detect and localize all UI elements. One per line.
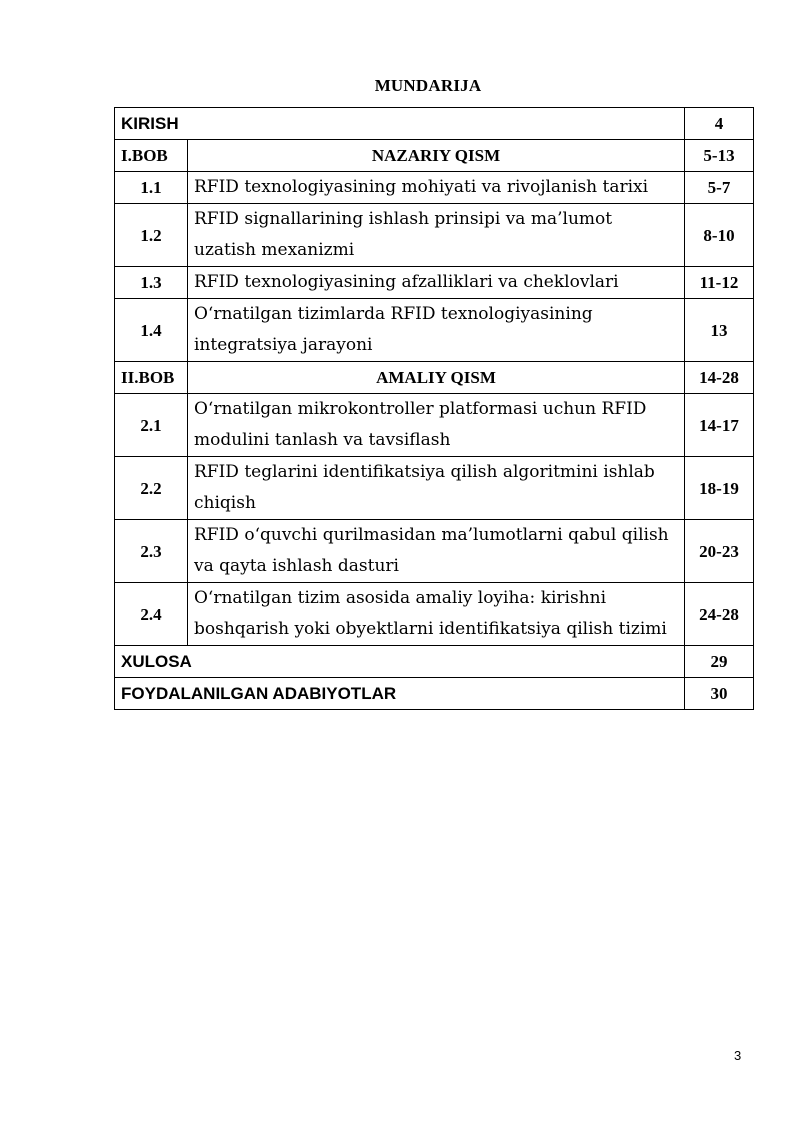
toc-references-label: FOYDALANILGAN ADABIYOTLAR: [115, 678, 685, 710]
toc-row-section: [115, 457, 754, 520]
toc-row-section: [115, 299, 754, 362]
section-pages: 11-12: [685, 267, 754, 299]
section-pages: 13: [685, 299, 754, 362]
section-number: 2.3: [115, 520, 188, 583]
table-of-contents: [114, 107, 754, 710]
chapter-1-pages: 5-13: [685, 140, 754, 172]
toc-row-xulosa: [115, 646, 754, 678]
section-title: RFID teglarini identifikatsiya qilish algoritmini ishlab chiqish: [188, 457, 685, 520]
toc-kirish-page: 4: [685, 108, 754, 140]
toc-row-chapter-2: [115, 362, 754, 394]
section-pages: 8-10: [685, 204, 754, 267]
section-pages: 20-23: [685, 520, 754, 583]
chapter-1-number: I.BOB: [115, 140, 188, 172]
toc-kirish-label: KIRISH: [115, 108, 685, 140]
chapter-2-number: II.BOB: [115, 362, 188, 394]
section-number: 2.1: [115, 394, 188, 457]
section-title: RFID o‘quvchi qurilmasidan ma’lumotlarni qabul qilish va qayta ishlash dasturi: [188, 520, 685, 583]
section-number: 1.2: [115, 204, 188, 267]
toc-row-section: [115, 583, 754, 646]
toc-row-section: [115, 520, 754, 583]
chapter-2-pages: 14-28: [685, 362, 754, 394]
section-pages: 5-7: [685, 172, 754, 204]
toc-row-section: [115, 394, 754, 457]
page-title: MUNDARIJA: [374, 76, 482, 95]
section-number: 2.2: [115, 457, 188, 520]
section-number: 2.4: [115, 583, 188, 646]
toc-xulosa-page: 29: [685, 646, 754, 678]
section-title: O‘rnatilgan tizimlarda RFID texnologiyasining integratsiya jarayoni: [188, 299, 685, 362]
chapter-2-title: AMALIY QISM: [188, 362, 685, 394]
section-title: O‘rnatilgan mikrokontroller platformasi uchun RFID modulini tanlash va tavsiflash: [188, 394, 685, 457]
toc-row-chapter-1: [115, 140, 754, 172]
section-title: RFID signallarining ishlash prinsipi va ma’lumot uzatish mexanizmi: [188, 204, 685, 267]
section-title: RFID texnologiyasining mohiyati va rivojlanish tarixi: [188, 172, 685, 204]
chapter-1-title: NAZARIY QISM: [188, 140, 685, 172]
page-number: 3: [734, 1048, 742, 1063]
toc-xulosa-label: XULOSA: [115, 646, 685, 678]
section-number: 1.3: [115, 267, 188, 299]
section-title: O‘rnatilgan tizim asosida amaliy loyiha: kirishni boshqarish yoki obyektlarni identifikatsiya qilish tizimi: [188, 583, 685, 646]
toc-references-page: 30: [685, 678, 754, 710]
toc-row-section: [115, 204, 754, 267]
section-pages: 18-19: [685, 457, 754, 520]
toc-row-kirish: [115, 108, 754, 140]
toc-row-section: [115, 267, 754, 299]
toc-row-section: [115, 172, 754, 204]
section-pages: 24-28: [685, 583, 754, 646]
section-number: 1.4: [115, 299, 188, 362]
section-title: RFID texnologiyasining afzalliklari va cheklovlari: [188, 267, 685, 299]
section-pages: 14-17: [685, 394, 754, 457]
section-number: 1.1: [115, 172, 188, 204]
toc-row-references: [115, 678, 754, 710]
